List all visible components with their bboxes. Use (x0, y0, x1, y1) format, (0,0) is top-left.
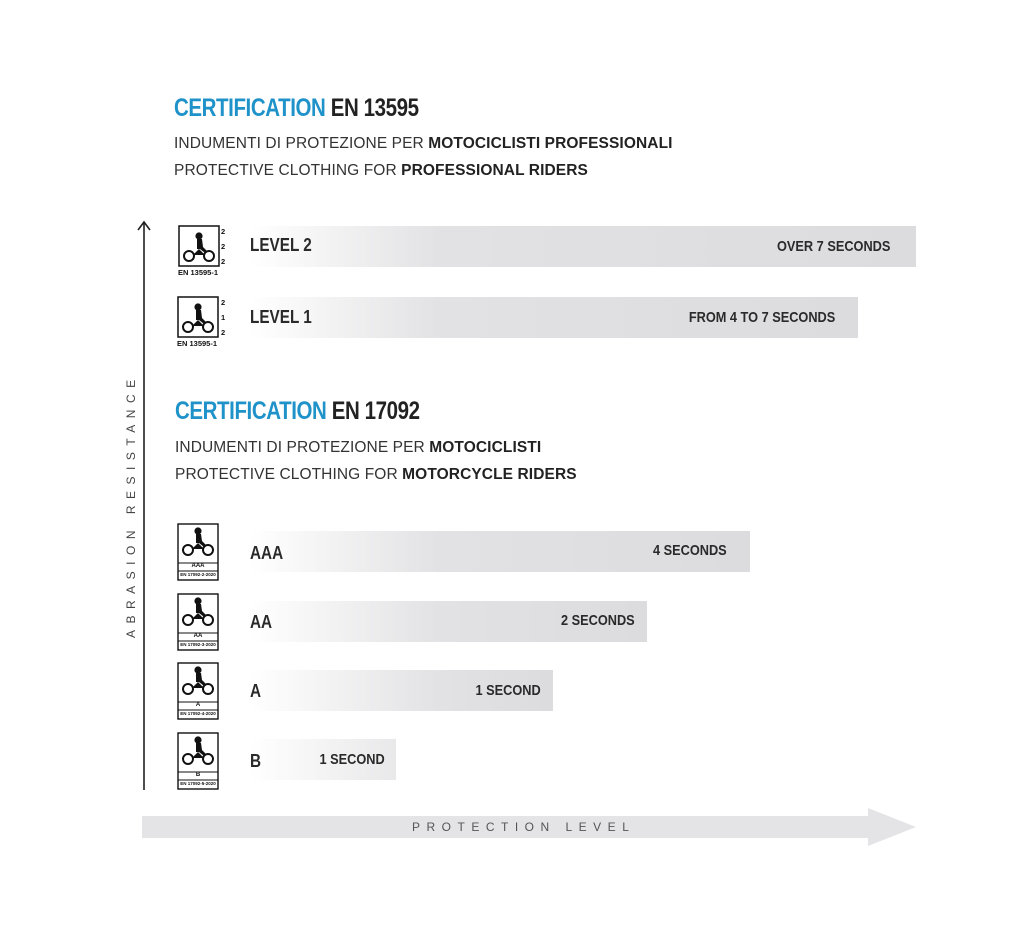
badge-digit: 2 (221, 328, 226, 337)
section-title-en13595 (174, 94, 419, 123)
badge-digit: 1 (221, 313, 226, 322)
section-subtitle-italian (174, 135, 673, 153)
section-subtitle-italian (175, 439, 541, 457)
level-label: LEVEL 1 (250, 307, 312, 327)
badge-digit: 2 (221, 257, 226, 266)
title-standard: EN 17092 (331, 397, 420, 425)
badge-code: EN 13595-1 (178, 268, 219, 277)
section-subtitle-english (175, 466, 577, 484)
certification-badge (177, 296, 237, 350)
subtitle-bold: MOTORCYCLE RIDERS (402, 466, 577, 483)
section-title-en17092 (175, 397, 420, 426)
subtitle-prefix: PROTECTIVE CLOTHING FOR (175, 466, 403, 483)
subtitle-prefix: INDUMENTI DI PROTEZIONE PER (175, 439, 430, 456)
level-value: FROM 4 TO 7 SECONDS (688, 309, 835, 326)
badge-code: EN 17092-2-2020 (180, 572, 216, 577)
level-value: OVER 7 SECONDS (776, 238, 890, 255)
level-value: 4 SECONDS (653, 542, 727, 559)
level-label: AAA (250, 543, 284, 563)
title-accent: CERTIFICATION (175, 397, 327, 425)
level-value: 1 SECOND (319, 751, 385, 768)
badge-digit: 2 (221, 298, 226, 307)
certification-badge (177, 523, 219, 581)
y-axis-label: ABRASION RESISTANCE (124, 373, 138, 638)
level-label: AA (250, 612, 273, 632)
subtitle-bold: MOTOCICLISTI PROFESSIONALI (428, 135, 673, 152)
subtitle-prefix: INDUMENTI DI PROTEZIONE PER (174, 135, 429, 152)
level-label: B (250, 751, 262, 771)
certification-badge (177, 662, 219, 720)
title-standard: EN 13595 (330, 94, 419, 122)
certification-badge (177, 593, 219, 651)
badge-digit: 2 (221, 227, 226, 236)
badge-code: EN 17092-5-2020 (180, 781, 216, 786)
badge-class: B (195, 772, 201, 778)
subtitle-bold: MOTOCICLISTI (429, 439, 542, 456)
badge-code: EN 17092-4-2020 (180, 711, 216, 716)
badge-digit: 2 (221, 242, 226, 251)
subtitle-prefix: PROTECTIVE CLOTHING FOR (174, 162, 402, 179)
badge-class: AAA (191, 563, 205, 569)
badge-code: EN 13595-1 (177, 339, 218, 348)
title-accent: CERTIFICATION (174, 94, 326, 122)
certification-badge (178, 225, 238, 279)
badge-class: A (195, 702, 201, 708)
subtitle-bold: PROFESSIONAL RIDERS (401, 162, 588, 179)
level-value: 1 SECOND (475, 682, 541, 699)
x-axis-label: PROTECTION LEVEL (412, 820, 636, 834)
level-value: 2 SECONDS (561, 612, 635, 629)
badge-code: EN 17092-3-2020 (180, 642, 216, 647)
certification-badge (177, 732, 219, 790)
level-label: A (250, 681, 262, 701)
badge-class: AA (193, 633, 203, 639)
level-label: LEVEL 2 (250, 235, 312, 255)
section-subtitle-english (174, 162, 588, 180)
